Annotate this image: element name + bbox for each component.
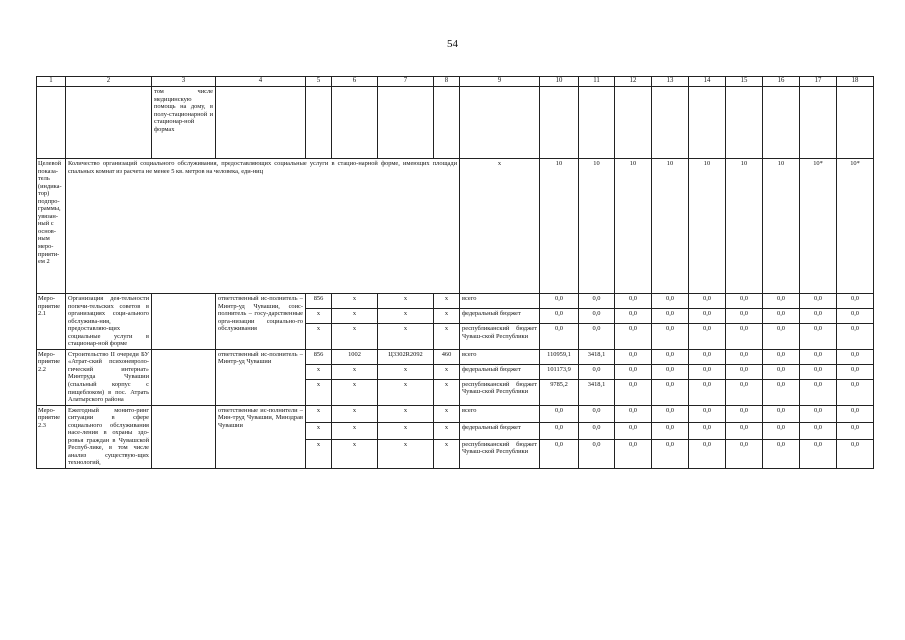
code-section: x: [332, 294, 378, 309]
funding-value: 0,0: [652, 439, 689, 468]
funding-value: 0,0: [837, 379, 874, 405]
funding-value: 0,0: [689, 405, 726, 422]
code-grbs: x: [306, 309, 332, 324]
funding-value: 0,0: [800, 324, 837, 350]
code-expense: x: [434, 324, 460, 350]
table-cell: [216, 87, 306, 159]
funding-value: 0,0: [837, 349, 874, 364]
funding-value: 0,0: [652, 324, 689, 350]
funding-source: всего: [460, 405, 540, 422]
code-grbs: x: [306, 324, 332, 350]
measure-description: Ежегодный монито-ринг ситуации в сфере социального обслуживания насе-ления в охраны здо-ровья граждан в Чувашской Респуб-лике, в том числе анализ существую-щих технологий,: [66, 405, 152, 468]
funding-source: республиканский бюджет Чуваш-ской Республики: [460, 439, 540, 468]
continuation-row: [37, 87, 874, 159]
code-section: x: [332, 439, 378, 468]
column-number: 7: [378, 77, 434, 87]
funding-value: 0,0: [763, 294, 800, 309]
code-target: x: [378, 379, 434, 405]
code-expense: x: [434, 422, 460, 439]
funding-source: всего: [460, 294, 540, 309]
funding-value: 0,0: [763, 364, 800, 379]
column-number: 2: [66, 77, 152, 87]
funding-value: 0,0: [579, 294, 615, 309]
funding-value: 0,0: [726, 379, 763, 405]
code-section: x: [332, 324, 378, 350]
funding-value: 0,0: [800, 439, 837, 468]
funding-value: 0,0: [540, 405, 579, 422]
page-number: 54: [447, 38, 458, 50]
funding-value: 0,0: [615, 364, 652, 379]
funding-value: 0,0: [652, 309, 689, 324]
funding-value: 0,0: [652, 422, 689, 439]
indicator-value: 10*: [837, 159, 874, 294]
column-number: 6: [332, 77, 378, 87]
funding-value: 0,0: [652, 294, 689, 309]
code-target: x: [378, 364, 434, 379]
code-grbs: x: [306, 405, 332, 422]
funding-value: 0,0: [726, 405, 763, 422]
funding-value: 0,0: [579, 364, 615, 379]
funding-value: 0,0: [540, 324, 579, 350]
code-target: x: [378, 324, 434, 350]
code-section: x: [332, 364, 378, 379]
funding-source: федеральный бюджет: [460, 364, 540, 379]
indicator-row: [37, 159, 874, 294]
code-expense: x: [434, 379, 460, 405]
column-number: 9: [460, 77, 540, 87]
measure-executor: ответственный ис-полнитель – Минтр-уд Чувашии: [216, 349, 306, 405]
funding-value: 0,0: [615, 349, 652, 364]
funding-value: 0,0: [763, 379, 800, 405]
funding-value: 0,0: [615, 309, 652, 324]
code-grbs: x: [306, 439, 332, 468]
table-cell: [332, 87, 378, 159]
column-number: 11: [579, 77, 615, 87]
measure-label: Меро-приятие 2.2: [37, 349, 66, 405]
funding-value: 0,0: [579, 422, 615, 439]
funding-value: 0,0: [615, 294, 652, 309]
code-expense: 460: [434, 349, 460, 364]
column-number: 18: [837, 77, 874, 87]
funding-value: 0,0: [579, 324, 615, 350]
funding-value: 0,0: [615, 405, 652, 422]
code-grbs: 856: [306, 349, 332, 364]
funding-value: 9785,2: [540, 379, 579, 405]
table-cell: [434, 87, 460, 159]
funding-value: 0,0: [726, 349, 763, 364]
funding-value: 0,0: [615, 422, 652, 439]
column-number: 14: [689, 77, 726, 87]
code-target: x: [378, 405, 434, 422]
funding-value: 0,0: [689, 379, 726, 405]
indicator-value: 10: [615, 159, 652, 294]
code-section: x: [332, 309, 378, 324]
table-cell: [800, 87, 837, 159]
funding-value: 0,0: [726, 324, 763, 350]
funding-value: 0,0: [800, 294, 837, 309]
funding-value: 0,0: [726, 364, 763, 379]
measure-row: [37, 405, 874, 422]
funding-value: 0,0: [837, 422, 874, 439]
funding-value: 0,0: [800, 405, 837, 422]
funding-value: 0,0: [689, 324, 726, 350]
measure-description: Организация дея-тельности попечи-тельских советов в организациях соци-ального обслужива-ния, предоставляю-щих социальные услуги в стационар-ной форме: [66, 294, 152, 350]
code-section: x: [332, 405, 378, 422]
measure-label: Меро-приятие 2.3: [37, 405, 66, 468]
funding-value: 0,0: [689, 422, 726, 439]
indicator-label: Целевой показа-тель (индика-тор) подпро-граммы, увязан-ный с основ-ным меро-прияти-ем 2: [37, 159, 66, 294]
funding-value: 0,0: [800, 364, 837, 379]
funding-value: 0,0: [615, 379, 652, 405]
table-cell: [726, 87, 763, 159]
column-number: 4: [216, 77, 306, 87]
funding-value: 0,0: [689, 309, 726, 324]
funding-value: 0,0: [837, 405, 874, 422]
column-number: 5: [306, 77, 332, 87]
code-expense: x: [434, 309, 460, 324]
funding-value: 3418,1: [579, 349, 615, 364]
funding-value: 0,0: [615, 324, 652, 350]
table-cell: [579, 87, 615, 159]
funding-source: республиканский бюджет Чуваш-ской Республики: [460, 379, 540, 405]
funding-value: 0,0: [689, 349, 726, 364]
funding-value: 0,0: [579, 405, 615, 422]
code-target: x: [378, 422, 434, 439]
measure-executor: ответственный ис-полнитель – Минтр-уд Чувашии, соис-полнитель – госу-дарственные орга-низации социально-го обслуживания: [216, 294, 306, 350]
funding-value: 0,0: [579, 309, 615, 324]
funding-value: 0,0: [837, 324, 874, 350]
funding-value: 0,0: [726, 294, 763, 309]
funding-value: 0,0: [726, 309, 763, 324]
funding-value: 0,0: [763, 422, 800, 439]
column-number: 12: [615, 77, 652, 87]
indicator-value: 10: [689, 159, 726, 294]
funding-value: 0,0: [726, 422, 763, 439]
measure-row: [37, 349, 874, 364]
funding-value: 0,0: [726, 439, 763, 468]
funding-source: республиканский бюджет Чуваш-ской Республики: [460, 324, 540, 350]
table-cell: [615, 87, 652, 159]
table-cell: [652, 87, 689, 159]
column-number: 15: [726, 77, 763, 87]
header-row: [37, 77, 874, 87]
indicator-value: 10: [579, 159, 615, 294]
code-grbs: 856: [306, 294, 332, 309]
table-cell: [37, 87, 66, 159]
code-section: 1002: [332, 349, 378, 364]
funding-value: 0,0: [689, 294, 726, 309]
column-number: 13: [652, 77, 689, 87]
indicator-value: 10: [763, 159, 800, 294]
funding-value: 0,0: [763, 349, 800, 364]
funding-value: 0,0: [540, 422, 579, 439]
code-target: x: [378, 439, 434, 468]
indicator-value: 10: [540, 159, 579, 294]
funding-source: федеральный бюджет: [460, 309, 540, 324]
funding-value: 0,0: [763, 405, 800, 422]
funding-value: 0,0: [652, 405, 689, 422]
code-expense: x: [434, 405, 460, 422]
column-number: 17: [800, 77, 837, 87]
column-number: 1: [37, 77, 66, 87]
funding-value: 0,0: [800, 379, 837, 405]
column-number: 8: [434, 77, 460, 87]
funding-value: 0,0: [837, 439, 874, 468]
indicator-mark: x: [460, 159, 540, 294]
funding-value: 0,0: [540, 309, 579, 324]
funding-value: 0,0: [579, 439, 615, 468]
funding-value: 0,0: [540, 294, 579, 309]
funding-value: 0,0: [837, 294, 874, 309]
measure-col3: [152, 405, 216, 468]
table-cell: [837, 87, 874, 159]
funding-value: 101173,9: [540, 364, 579, 379]
indicator-value: 10: [652, 159, 689, 294]
code-grbs: x: [306, 422, 332, 439]
funding-value: 0,0: [652, 349, 689, 364]
indicator-value: 10*: [800, 159, 837, 294]
program-table: [36, 76, 874, 469]
funding-value: 0,0: [763, 439, 800, 468]
funding-value: 0,0: [652, 364, 689, 379]
code-grbs: x: [306, 379, 332, 405]
funding-value: 0,0: [540, 439, 579, 468]
measure-row: [37, 294, 874, 309]
table-cell: [689, 87, 726, 159]
column-number: 3: [152, 77, 216, 87]
measure-description: Строительство II очереди БУ «Атрат-ский психоневроло-гический интернат» Минтруда Чувашии (спальный корпус с пищеблоком) в пос. Атрать Алатырского района: [66, 349, 152, 405]
table-cell: [306, 87, 332, 159]
code-target: x: [378, 294, 434, 309]
indicator-text: Количество организаций социального обслуживания, предоставляющих социальные услуги в стацио-нарной форме, имеющих площади спальных комнат из расчета не менее 5 кв. метров на человека, еди-ниц: [66, 159, 460, 294]
funding-value: 0,0: [837, 364, 874, 379]
funding-value: 0,0: [800, 349, 837, 364]
funding-value: 0,0: [689, 439, 726, 468]
funding-value: 110959,1: [540, 349, 579, 364]
code-expense: x: [434, 364, 460, 379]
measure-label: Меро-приятие 2.1: [37, 294, 66, 350]
measure-col3: [152, 349, 216, 405]
funding-value: 0,0: [763, 324, 800, 350]
code-expense: x: [434, 294, 460, 309]
column-number: 10: [540, 77, 579, 87]
funding-value: 0,0: [763, 309, 800, 324]
funding-value: 0,0: [615, 439, 652, 468]
indicator-value: 10: [726, 159, 763, 294]
table-cell: [540, 87, 579, 159]
column-number: 16: [763, 77, 800, 87]
funding-value: 3418,1: [579, 379, 615, 405]
code-section: x: [332, 379, 378, 405]
code-expense: x: [434, 439, 460, 468]
funding-value: 0,0: [800, 309, 837, 324]
measure-executor: ответственные ис-полнители – Мин-труд Чувашии, Минздрав Чувашии: [216, 405, 306, 468]
table-cell: [460, 87, 540, 159]
table-cell: [66, 87, 152, 159]
funding-value: 0,0: [837, 309, 874, 324]
code-target: Ц3302R2092: [378, 349, 434, 364]
measure-col3: [152, 294, 216, 350]
code-grbs: x: [306, 364, 332, 379]
funding-value: 0,0: [689, 364, 726, 379]
funding-value: 0,0: [800, 422, 837, 439]
funding-value: 0,0: [652, 379, 689, 405]
code-section: x: [332, 422, 378, 439]
code-target: x: [378, 309, 434, 324]
table-cell: [763, 87, 800, 159]
table-cell: [378, 87, 434, 159]
funding-source: всего: [460, 349, 540, 364]
continuation-text: том числе медицинскую помощь на дому, в полу-стационарной и стационар-ной формах: [152, 87, 216, 159]
funding-source: федеральный бюджет: [460, 422, 540, 439]
